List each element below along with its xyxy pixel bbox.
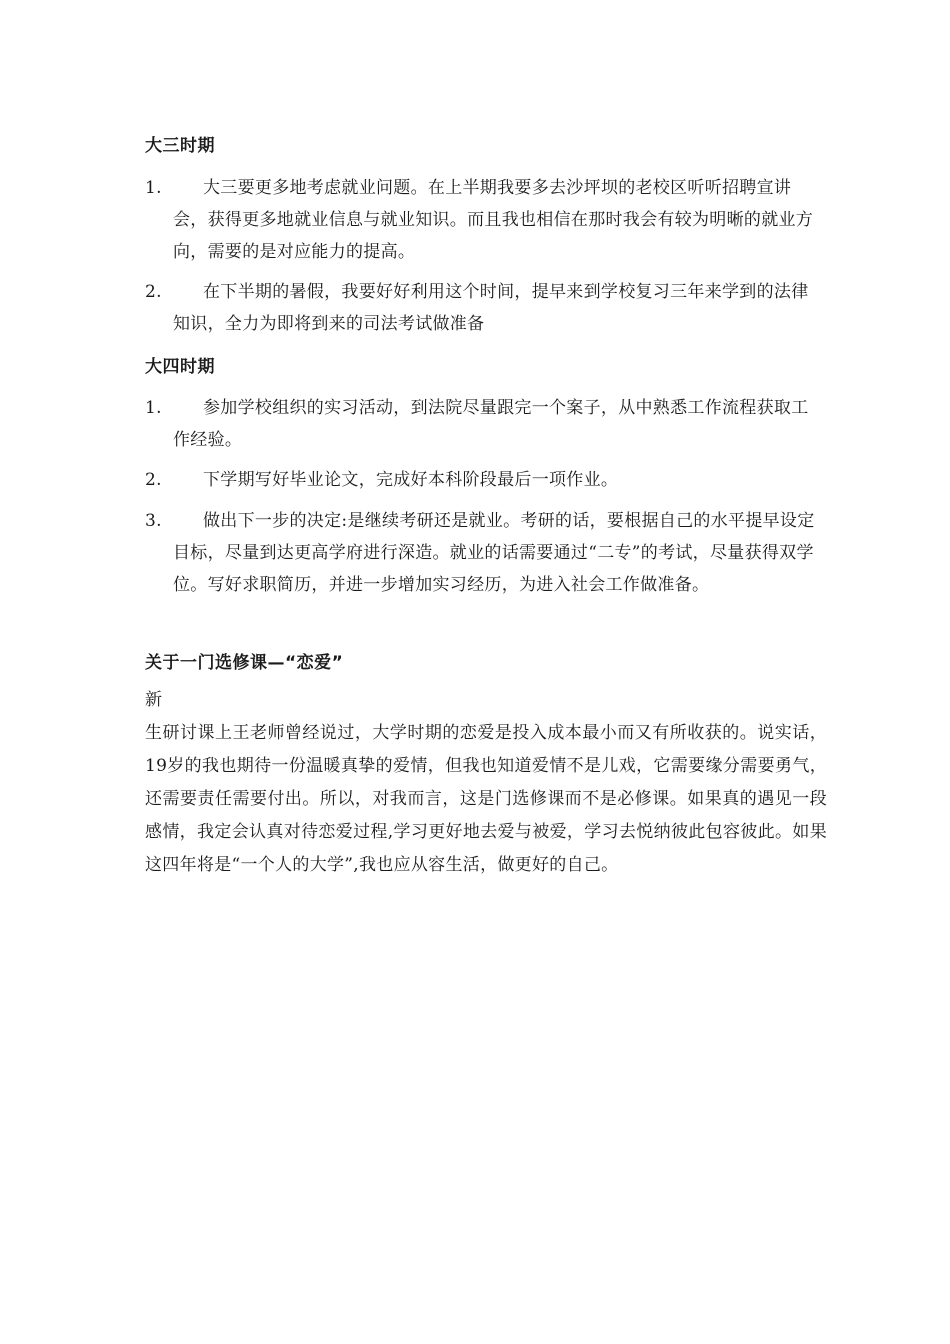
list-item-text: 在下半期的暑假，我要好好利用这个时间，提早来到学校复习三年来学到的法律知识，全力为即将到来的司法考试做准备 xyxy=(173,282,809,334)
list-item xyxy=(145,172,815,268)
list-item-text: 下学期写好毕业论文，完成好本科阶段最后一项作业。 xyxy=(203,470,619,490)
list-item-text: 参加学校组织的实习活动，到法院尽量跟完一个案子，从中熟悉工作流程获取工作经验。 xyxy=(173,398,809,450)
list-number: 3. xyxy=(145,511,162,531)
paragraph-first-word: 新 xyxy=(145,690,163,710)
elective-paragraph xyxy=(145,684,827,882)
section-heading-elective: 关于一门选修课—“恋爱” xyxy=(145,653,344,673)
paragraph-body: 生研讨课上王老师曾经说过，大学时期的恋爱是投入成本最小而又有所收获的。说实话，19岁的我也期待一份温暖真挚的爱情，但我也知道爱情不是儿戏，它需要缘分需要勇气，还需要责任需要付出。所以，对我而言，这是门选修课而不是必修课。如果真的遇见一段感情，我定会认真对待恋爱过程,学习更好地去爱与被爱，学习去悦纳彼此包容彼此。如果这四年将是“一个人的大学”,我也应从容生活，做更好的自己。 xyxy=(145,723,827,875)
list-item-text: 大三要更多地考虑就业问题。在上半期我要多去沙坪坝的老校区听听招聘宣讲会，获得更多地就业信息与就业知识。而且我也相信在那时我会有较为明晰的就业方向，需要的是对应能力的提高。 xyxy=(173,178,814,262)
list-item-text: 做出下一步的决定:是继续考研还是就业。考研的话，要根据自己的水平提早设定目标，尽量到达更高学府进行深造。就业的话需要通过“二专”的考试，尽量获得双学位。写好求职简历，并进一步增加实习经历，为进入社会工作做准备。 xyxy=(173,511,815,595)
list-item xyxy=(145,505,815,601)
section-heading-senior-year: 大四时期 xyxy=(145,357,215,377)
list-number: 1. xyxy=(145,178,162,198)
list-number: 2. xyxy=(145,470,162,490)
list-item xyxy=(145,392,815,456)
list-number: 2. xyxy=(145,282,162,302)
section-heading-junior-year: 大三时期 xyxy=(145,136,215,156)
list-item xyxy=(145,276,815,340)
list-number: 1. xyxy=(145,398,162,418)
list-item xyxy=(145,464,815,496)
